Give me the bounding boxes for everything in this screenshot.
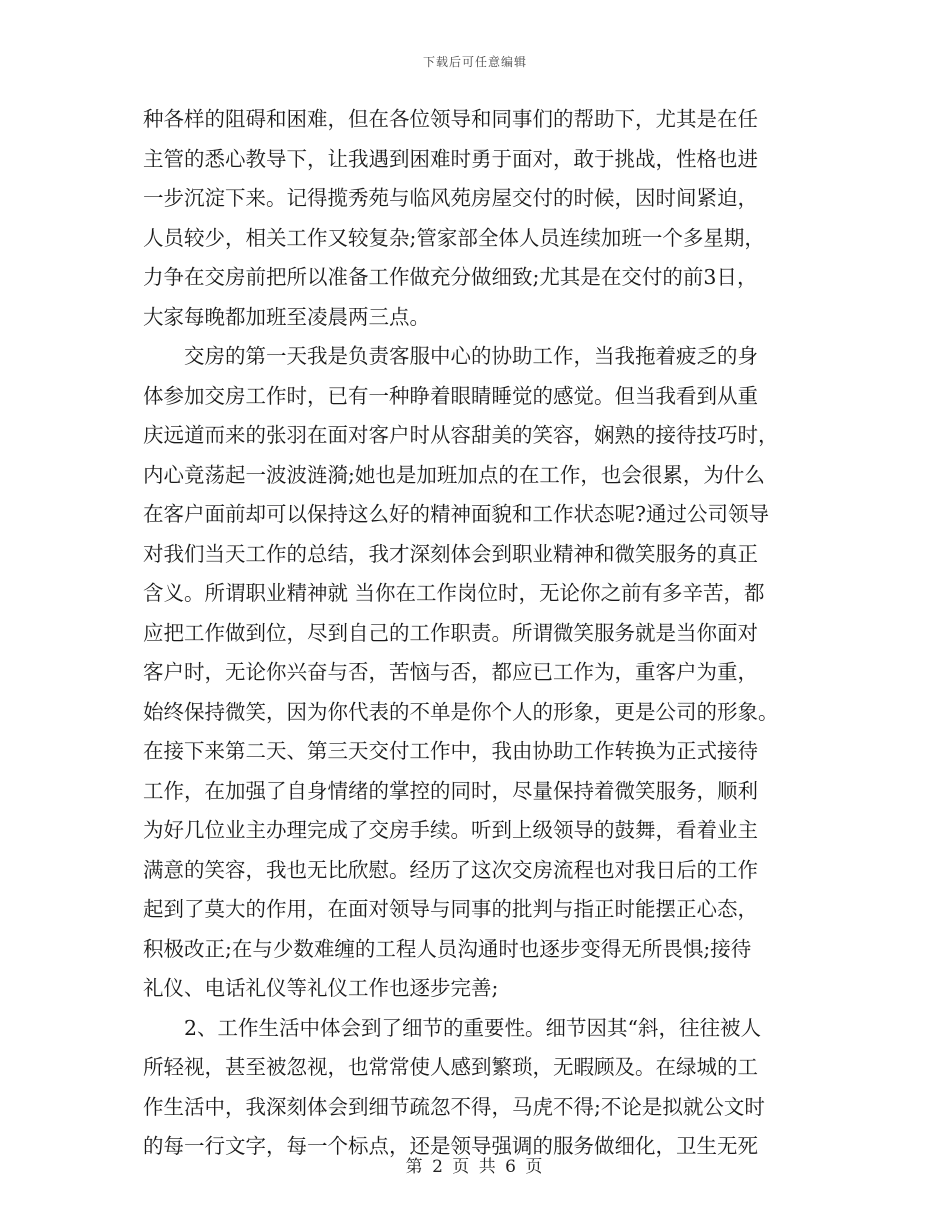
document-body [143, 100, 815, 1167]
text-line: 应把工作做到位，尽到自己的工作职责。所谓微笑服务就是当你面对 [143, 620, 758, 645]
text-line: 种各样的阻碍和困难，但在各位领导和同事们的帮助下，尤其是在任 [143, 107, 758, 131]
paragraph-start-line: 交房的第一天我是负责客服中心的协助工作，当我拖着疲乏的身 [184, 344, 758, 368]
text-line: 为好几位业主办理完成了交房手续。听到上级领导的鼓舞，看着业主 [143, 818, 758, 842]
text-line: 满意的笑容，我也无比欣慰。经历了这次交房流程也对我日后的工作 [143, 857, 758, 882]
text-line: 内心竟荡起一波波涟漪;她也是加班加点的在工作，也会很累，为什么 [143, 462, 765, 487]
page-number-footer: 第 2 页 共 6 页 [405, 1157, 545, 1177]
text-line: 作生活中，我深刻体会到细节疏忽不得，马虎不得;不论是拟就公文时 [143, 1094, 765, 1119]
text-line: 人员较少，相关工作又较复杂;管家部全体人员连续加班一个多星期， [143, 225, 765, 250]
text-line: 所轻视，甚至被忽视，也常常使人感到繁琐，无暇顾及。在绿城的工 [143, 1055, 758, 1079]
text-line: 一步沉淀下来。记得揽秀苑与临风苑房屋交付的时候，因时间紧迫， [143, 186, 758, 210]
paragraph-start-line: 2、工作生活中体会到了细节的重要性。细节因其“斜，往往被人 [184, 1015, 762, 1040]
text-line: 含义。所谓职业精神就 当你在工作岗位时，无论你之前有多辛苦，都 [143, 581, 765, 605]
page-header: 下载后可任意编辑 [422, 55, 527, 69]
text-line: 力争在交房前把所以准备工作做充分做细致;尤其是在交付的前3日， [143, 265, 758, 289]
text-line: 在接下来第二天、第三天交付工作中，我由协助工作转换为正式接待 [143, 739, 758, 763]
text-line: 客户时，无论你兴奋与否，苦恼与否，都应已工作为，重客户为重， [143, 660, 758, 684]
text-line: 的每一行文字，每一个标点，还是领导强调的服务做细化，卫生无死 [143, 1134, 758, 1158]
text-line: 工作，在加强了自身情绪的掌控的同时，尽量保持着微笑服务，顺利 [143, 778, 758, 803]
text-line: 对我们当天工作的总结，我才深刻体会到职业精神和微笑服务的真正 [143, 541, 758, 566]
text-line: 礼仪、电话礼仪等礼仪工作也逐步完善; [143, 976, 499, 1000]
text-line: 体参加交房工作时，已有一种睁着眼睛睡觉的感觉。但当我看到从重 [143, 383, 758, 408]
text-line: 在客户面前却可以保持这么好的精神面貌和工作状态呢?通过公司领导 [143, 502, 769, 526]
text-line: 大家每晚都加班至凌晨两三点。 [143, 304, 430, 329]
text-line: 庆远道而来的张羽在面对客户时从容甜美的笑容，娴熟的接待技巧时， [143, 423, 779, 447]
text-line: 始终保持微笑，因为你代表的不单是你个人的形象，更是公司的形象。 [143, 699, 779, 724]
text-line: 起到了莫大的作用，在面对领导与同事的批判与指正时能摆正心态， [143, 897, 758, 921]
text-line: 主管的悉心教导下，让我遇到困难时勇于面对，敢于挑战，性格也进 [143, 146, 758, 171]
text-line: 积极改正;在与少数难缠的工程人员沟通时也逐步变得无所畏惧;接待 [143, 936, 752, 961]
